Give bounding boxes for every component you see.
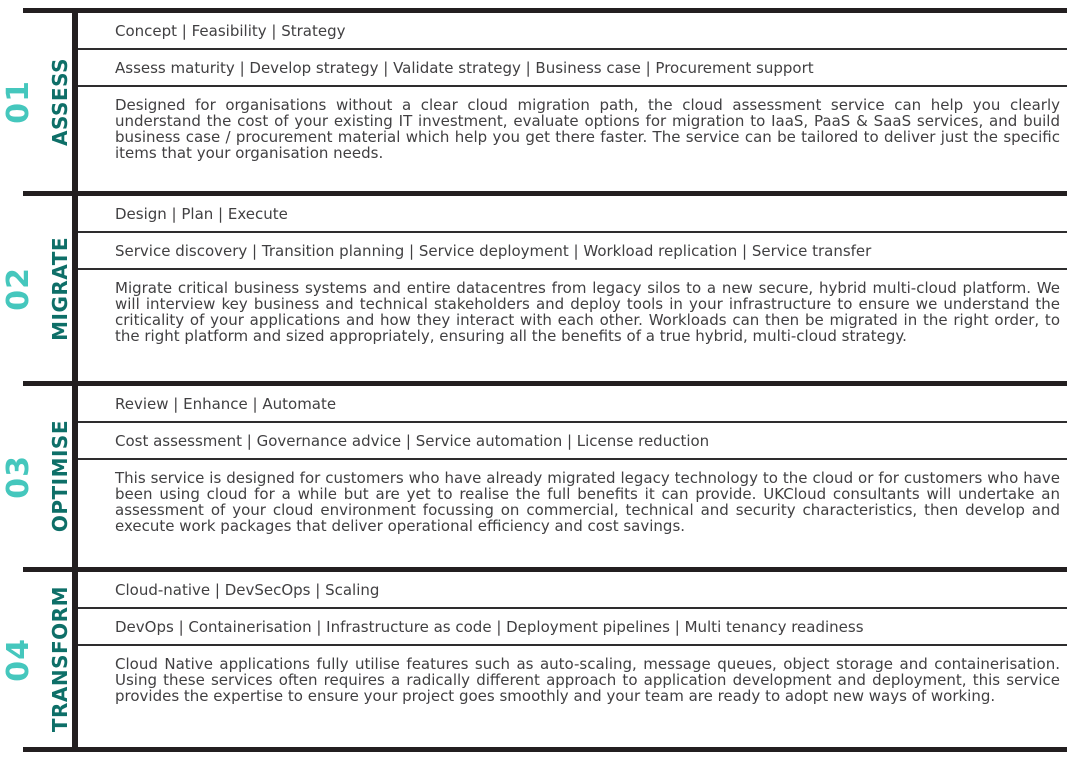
phase-number: 02	[0, 266, 36, 311]
section-content	[78, 196, 1067, 381]
phase-number: 01	[0, 80, 36, 124]
description-paragraph: Migrate critical business systems and entire datacentres from legacy silos to a new secure, hybrid multi-cloud platform. We will interview key business and technical stakeholders and deploy tools in your infrastructure to ensure we understand the criticality of your applications and how they interact with each other. Workloads can then be migrated in the right order, to the right platform and sized appropriately, ensuring all the benefits of a true hybrid, multi-cloud strategy.	[115, 279, 1060, 345]
description-paragraph: Designed for organisations without a clear cloud migration path, the cloud assessment service can help you clearly understand the cost of your existing IT investment, evaluate options for migration to IaaS, PaaS & SaaS services, and build business case / procurement material which help you get there faster. The service can be tailored to deliver just the specific items that your organisation needs.	[115, 96, 1060, 162]
concepts-row: Review | Enhance | Automate	[78, 386, 1067, 423]
phase-number: 04	[0, 637, 36, 682]
phase-label-optimise	[0, 386, 78, 567]
section-optimise	[0, 386, 1081, 567]
phase-label-assess	[0, 13, 78, 191]
phase-label-transform	[0, 572, 78, 747]
section-transform	[0, 572, 1081, 747]
section-content	[78, 572, 1067, 747]
description-paragraph: This service is designed for customers who have already migrated legacy technology to the cloud or for customers who have been using cloud for a while but are yet to realise the full benefits it can provide. UKCloud consultants will undertake an assessment of your cloud environment focussing on commercial, technical and security characteristics, then develop and execute work packages that deliver operational efficiency and cost savings.	[115, 469, 1060, 535]
section-assess	[0, 13, 1081, 191]
section-content	[78, 13, 1067, 191]
phase-number: 03	[0, 454, 36, 499]
top-margin	[0, 0, 1081, 8]
services-row: Cost assessment | Governance advice | Service automation | License reduction	[78, 423, 1067, 460]
phase-label-migrate	[0, 196, 78, 381]
services-row: DevOps | Containerisation | Infrastructure as code | Deployment pipelines | Multi tenancy readiness	[78, 609, 1067, 646]
description-paragraph: Cloud Native applications fully utilise features such as auto-scaling, message queues, object storage and containerisation. Using these services often requires a radically different approach to application development and deployment, this service provides the expertise to ensure your project goes smoothly and your team are ready to adopt new ways of working.	[115, 655, 1060, 705]
phase-name: ASSESS	[47, 58, 72, 146]
services-row: Service discovery | Transition planning | Service deployment | Workload replication | Service transfer	[78, 233, 1067, 270]
bottom-margin	[0, 752, 1081, 764]
concepts-row: Design | Plan | Execute	[78, 196, 1067, 233]
phase-name: TRANSFORM	[47, 586, 72, 733]
concepts-row: Concept | Feasibility | Strategy	[78, 13, 1067, 50]
phase-name: MIGRATE	[47, 236, 72, 341]
concepts-row: Cloud-native | DevSecOps | Scaling	[78, 572, 1067, 609]
section-migrate	[0, 196, 1081, 381]
section-content	[78, 386, 1067, 567]
phase-name: OPTIMISE	[47, 420, 72, 533]
services-row: Assess maturity | Develop strategy | Validate strategy | Business case | Procurement support	[78, 50, 1067, 87]
